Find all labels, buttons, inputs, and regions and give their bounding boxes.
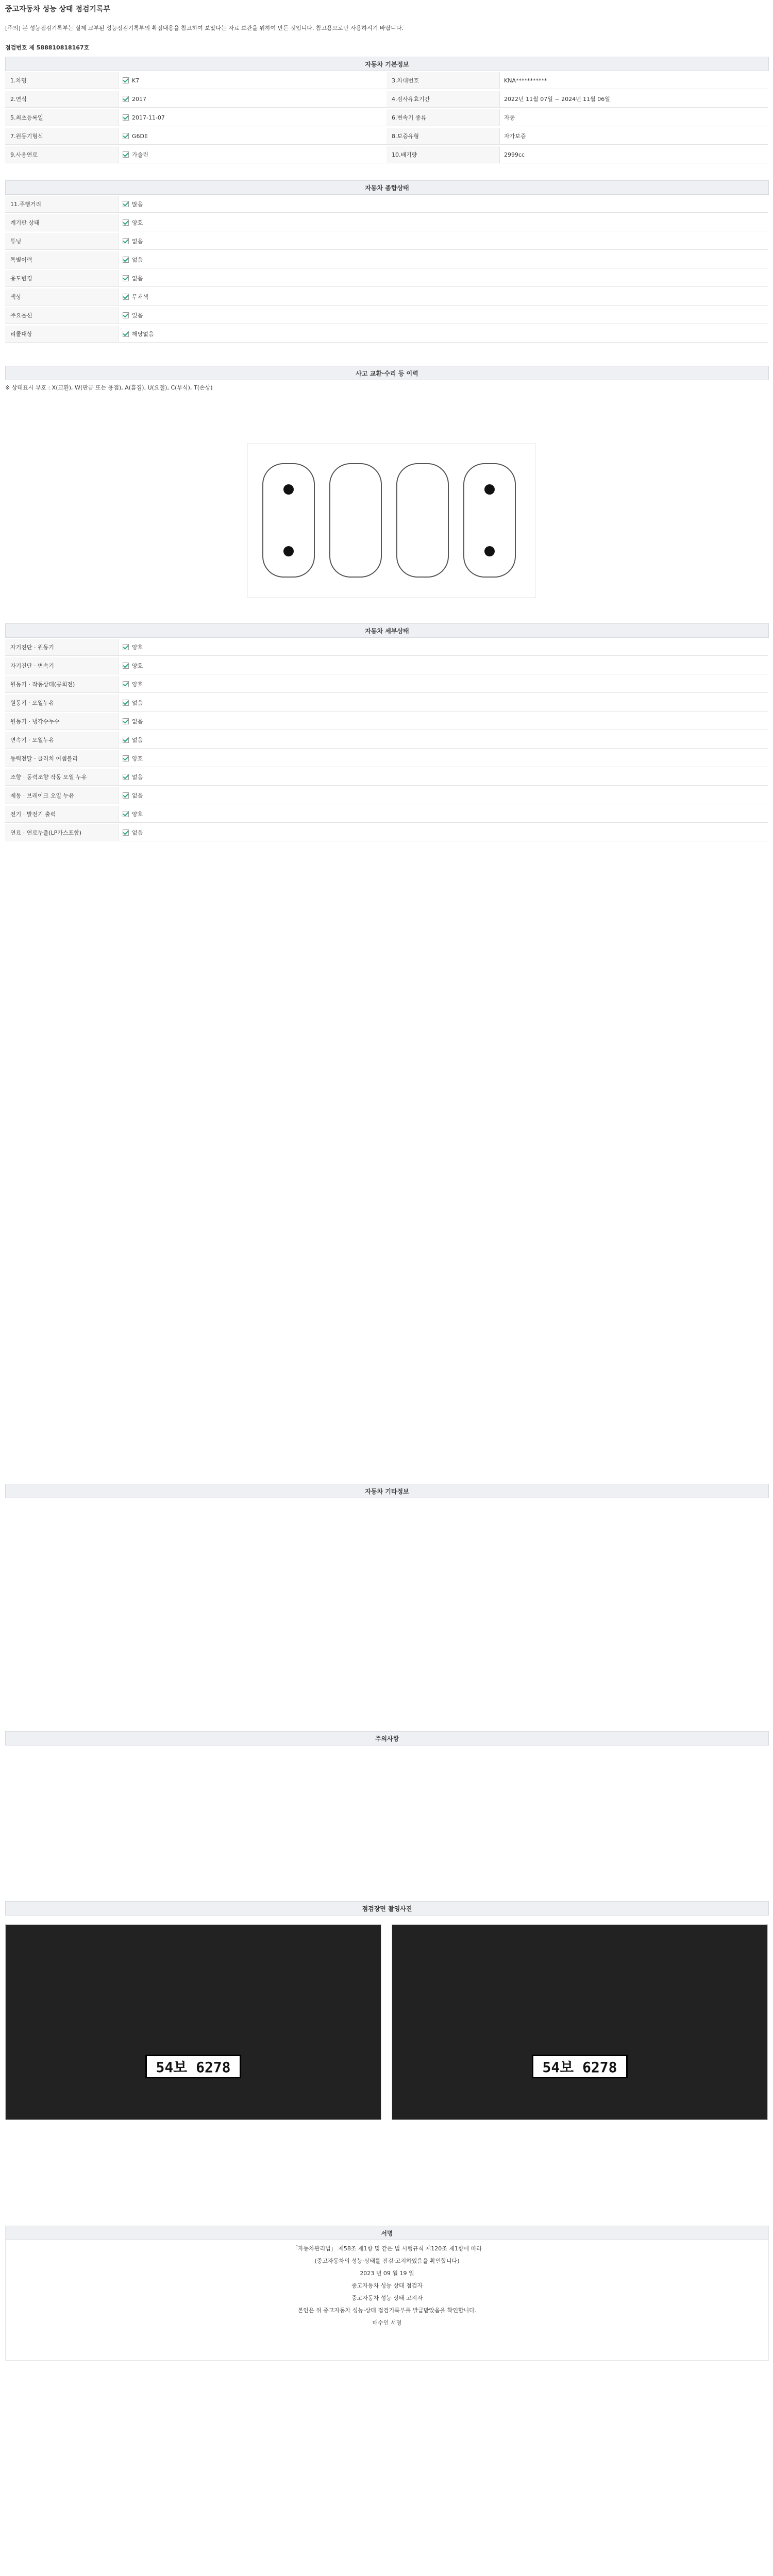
detail-row-check-icon[interactable] [123,718,129,724]
detail-row-check-icon[interactable] [123,700,129,706]
general-row-check-icon[interactable] [123,294,129,300]
detail-row-check-icon[interactable] [123,737,129,743]
general-row [5,214,768,231]
section-basic-info: 자동차 기본정보 [5,57,769,71]
detail-row-value: 없음 [119,769,768,785]
detail-row-value: 없음 [119,732,768,748]
basic-row-right-value: 2999cc [504,151,525,158]
general-row-label: 색상 [5,289,119,305]
signature-section [5,2226,769,2361]
general-row [5,233,768,250]
general-row-check-icon[interactable] [123,257,129,263]
section-photos: 점검장면 촬영사진 [5,1901,769,1916]
detail-row-value: 없음 [119,694,768,711]
basic-row-right-value: 자가보증 [504,133,526,140]
detail-row-value: 양호 [119,657,768,674]
basic-row-value: K7 [119,72,386,89]
general-row-value: 있음 [119,307,768,324]
detail-row-check-icon[interactable] [123,774,129,780]
general-row-value: 없음 [119,251,768,268]
basic-row-label: 2.연식 [5,91,119,107]
basic-row-label: 9.사용연료 [5,146,119,163]
basic-row-label: 7.원동기형식 [5,128,119,144]
notice-text: [주의] 본 성능점검기록부는 실제 교부된 성능점검기록부의 확점내용을 참고하여 보았다는 자료 보관을 위하여 만든 것입니다. 참고용으로만 사용하시기 바랍니다. [5,25,404,31]
detail-row [5,639,768,656]
general-row-check-icon[interactable] [123,312,129,318]
basic-row-value: 2017-11-07 [119,109,386,126]
basic-row-label: 1.차명 [5,72,119,89]
sign-header: 서명 [6,2226,768,2240]
diagram-legend: ※ 상태표시 부호 : X(교환), W(판금 또는 용접), A(흠집), U(요철), C(부식), T(손상) [5,384,213,391]
detail-row-check-icon[interactable] [123,829,129,836]
detail-row-check-icon[interactable] [123,644,129,650]
general-row-check-icon[interactable] [123,238,129,244]
detail-row-value: 없음 [119,713,768,730]
detail-row [5,694,768,711]
basic-row-right-value: 자동 [504,114,515,121]
basic-row [5,91,768,108]
detail-row [5,713,768,730]
detail-row [5,750,768,767]
general-row-label: 11.주행거리 [5,196,119,212]
detail-row-check-icon[interactable] [123,811,129,817]
detail-row [5,657,768,674]
basic-row-value: G6DE [119,128,386,144]
general-row-label: 주요옵션 [5,307,119,324]
general-row [5,251,768,268]
detail-row [5,676,768,693]
general-row-value: 많음 [119,196,768,212]
car-diagram [247,443,536,598]
general-row-value: 해당없음 [119,326,768,342]
detail-row-value: 양호 [119,806,768,822]
front-photo [5,1924,381,2120]
detail-row-check-icon[interactable] [123,792,129,799]
detail-row-label: 연료 · 연료누출(LP가스포함) [5,824,119,841]
detail-row [5,732,768,749]
detail-row-label: 원동기 · 오일누유 [5,694,119,711]
basic-row-right-label: 3.차대번호 [386,72,500,89]
section-detail-status: 자동차 세부상태 [5,623,769,638]
basic-row-right-value: KNA*********** [504,77,547,84]
sign-line-1: 「자동차관리법」 제58조 제1항 및 같은 법 시행규칙 제120조 제1항에 따라 [292,2245,482,2252]
detail-row-label: 원동기 · 작동상태(공회전) [5,676,119,692]
basic-row-check-icon[interactable] [123,151,129,158]
section-repair-history: 사고 교환·수리 등 이력 [5,366,769,380]
document-number: 점검번호 제 588810818167호 [5,44,90,51]
general-row [5,307,768,324]
rear-photo [392,1924,768,2120]
basic-row-check-icon[interactable] [123,77,129,83]
detail-row-value: 양호 [119,639,768,655]
basic-row-check-icon[interactable] [123,114,129,121]
general-row-label: 용도변경 [5,270,119,286]
detail-row-label: 자기진단 · 변속기 [5,657,119,674]
basic-row-right-value: 2022년 11월 07일 ~ 2024년 11월 06일 [504,96,610,103]
general-row [5,326,768,343]
basic-row-value: 2017 [119,91,386,107]
general-row-label: 리콜대상 [5,326,119,342]
basic-row [5,72,768,89]
general-row [5,196,768,213]
sign-footer: 본인은 위 중고자동차 성능·상태 점검기록부를 발급받았음을 확인합니다. [297,2307,477,2314]
general-row-check-icon[interactable] [123,331,129,337]
general-row-value: 양호 [119,214,768,231]
basic-row-label: 5.최초등록일 [5,109,119,126]
detail-row-check-icon[interactable] [123,681,129,687]
basic-row-right-label: 6.변속기 종류 [386,109,500,126]
section-general-status: 자동차 종합상태 [5,180,769,195]
general-row-label: 특별이력 [5,251,119,268]
top-bar [0,0,773,18]
basic-row-right-label: 8.보증유형 [386,128,500,144]
general-row-check-icon[interactable] [123,275,129,281]
detail-row [5,824,768,841]
detail-row [5,787,768,804]
general-row-check-icon[interactable] [123,219,129,226]
basic-row-right-label: 4.검사유효기간 [386,91,500,107]
section-other-info: 자동차 기타정보 [5,1484,769,1498]
basic-row [5,109,768,126]
detail-row-label: 전기 · 발전기 출력 [5,806,119,822]
sign-line-2: (중고자동차의 성능·상태를 점검·고지하였음을 확인합니다) [314,2258,460,2264]
sign-inspector: 중고자동차 성능 상태 점검자 [351,2282,423,2289]
basic-row-value: 가솔린 [119,146,386,163]
general-row-value: 무채색 [119,289,768,305]
sign-notifier: 중고자동차 성능 상태 고지자 [351,2295,423,2301]
general-row-label: 계기판 상태 [5,214,119,231]
detail-row-label: 조향 · 동력조향 작동 오일 누유 [5,769,119,785]
detail-row-label: 동력전달 · 클러치 어셈블리 [5,750,119,767]
front-plate: 54보 6278 [145,2055,241,2078]
detail-row-value: 없음 [119,787,768,804]
detail-row-label: 자기진단 · 원동기 [5,639,119,655]
inspection-photos [5,1924,768,2120]
sign-date: 2023 년 09 월 19 일 [360,2270,414,2277]
rear-plate: 54보 6278 [532,2055,628,2078]
document-title: 중고자동차 성능 상태 점검기록부 [5,5,110,13]
basic-row-check-icon[interactable] [123,133,129,139]
detail-row-label: 변속기 · 오일누유 [5,732,119,748]
detail-row-label: 제동 · 브레이크 오일 누유 [5,787,119,804]
detail-row-check-icon[interactable] [123,663,129,669]
basic-row-check-icon[interactable] [123,96,129,102]
general-row [5,289,768,306]
general-row [5,270,768,287]
detail-row-value: 없음 [119,824,768,841]
detail-row-label: 원동기 · 냉각수누수 [5,713,119,730]
sign-buyer: 매수인 서명 [372,2319,402,2326]
general-row-check-icon[interactable] [123,201,129,207]
detail-row [5,806,768,823]
detail-row-value: 양호 [119,676,768,692]
detail-row [5,769,768,786]
basic-row-right-label: 10.배기량 [386,146,500,163]
basic-row [5,128,768,145]
detail-row-check-icon[interactable] [123,755,129,761]
general-row-label: 튜닝 [5,233,119,249]
general-row-value: 없음 [119,233,768,249]
detail-row-value: 양호 [119,750,768,767]
basic-row [5,146,768,163]
general-row-value: 없음 [119,270,768,286]
section-caution: 주의사항 [5,1731,769,1745]
